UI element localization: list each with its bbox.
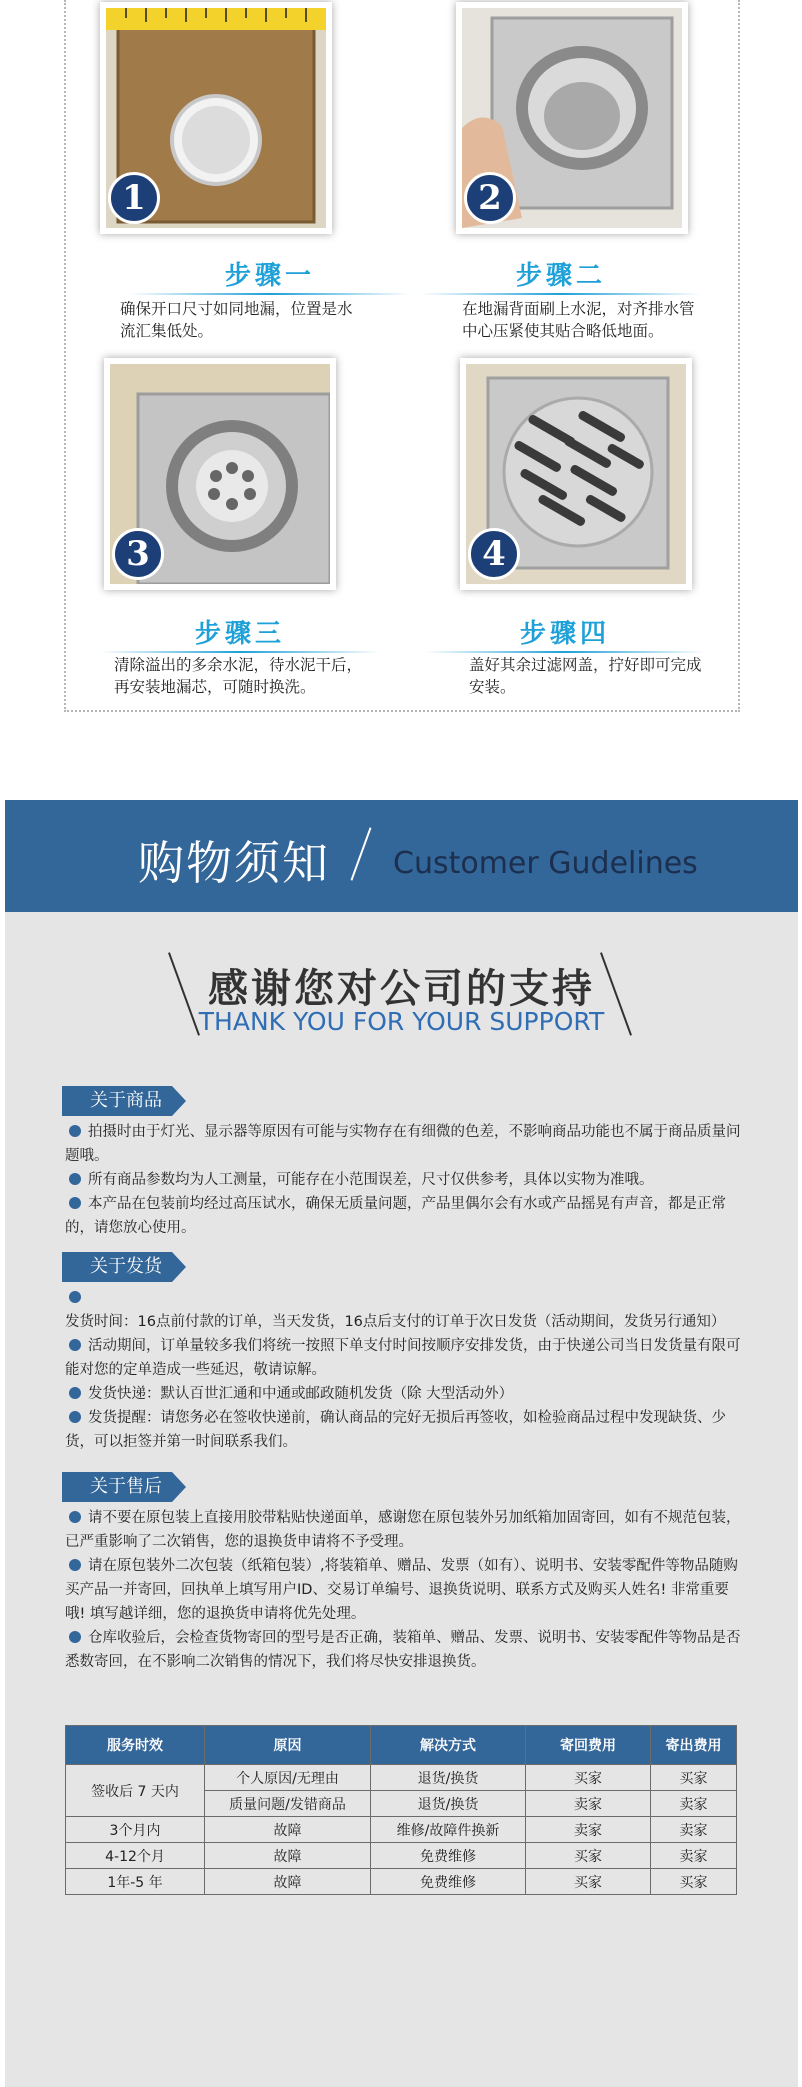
shipping-notes	[65, 1286, 745, 1454]
table-row	[66, 1765, 737, 1791]
list-item	[65, 1626, 745, 1674]
table-cell: 免费维修	[371, 1843, 526, 1869]
step-3-title: 步骤三	[194, 619, 285, 649]
bullet-icon	[69, 1291, 81, 1303]
table-cell: 买家	[651, 1765, 737, 1791]
product-notes	[65, 1120, 745, 1240]
table-cell: 故障	[205, 1817, 371, 1843]
list-item-text: 所有商品参数均为人工测量，可能存在小范围误差，尺寸仅供参考，具体以实物为准哦。	[88, 1172, 654, 1188]
table-row	[66, 1843, 737, 1869]
bullet-icon	[69, 1387, 81, 1399]
banner-title-zh: 购物须知	[138, 836, 330, 890]
step-photo-frame	[456, 2, 688, 234]
step-2-title: 步骤二	[515, 261, 606, 291]
table-header-cell: 解决方式	[371, 1726, 526, 1765]
step-4-description: 盖好其余过滤网盖，拧好即可完成安装。	[469, 656, 702, 696]
step-2-description: 在地漏背面刷上水泥，对齐排水管中心压紧使其贴合略低地面。	[462, 300, 695, 340]
step-1-number-badge: 1	[108, 172, 160, 224]
step-1-description: 确保开口尺寸如同地漏，位置是水流汇集低处。	[120, 300, 353, 340]
list-item	[65, 1120, 745, 1168]
table-cell: 免费维修	[371, 1869, 526, 1895]
table-header-cell: 原因	[205, 1726, 371, 1765]
step-4-number-badge: 4	[468, 528, 520, 580]
list-item-text: 本产品在包装前均经过高压试水，确保无质量问题，产品里偶尔会有水或产品摇晃有声音，都是正常的，请您放心使用。	[65, 1196, 726, 1236]
table-cell: 故障	[205, 1843, 371, 1869]
banner-title-en: Customer Gudelines	[393, 846, 698, 881]
step-2-underline	[421, 293, 701, 295]
guidelines-content	[5, 912, 798, 2087]
step-4-underline	[425, 651, 705, 653]
table-cell: 个人原因/无理由	[205, 1765, 371, 1791]
list-item-text: 仓库收验后，会检查货物寄回的型号是否正确，装箱单、赠品、发票、说明书、安装零配件等物品是否悉数寄回，在不影响二次销售的情况下，我们将尽快安排退换货。	[65, 1630, 741, 1670]
bullet-icon	[69, 1411, 81, 1423]
table-cell: 卖家	[651, 1791, 737, 1817]
table-row	[66, 1869, 737, 1895]
table-cell: 买家	[526, 1869, 651, 1895]
list-item	[65, 1382, 745, 1406]
banner-divider	[350, 827, 371, 880]
table-cell: 签收后 7 天内	[66, 1765, 205, 1817]
bullet-icon	[69, 1339, 81, 1351]
list-item	[65, 1506, 745, 1554]
section-tag-after-sales: 关于售后	[62, 1472, 172, 1502]
step-3-underline	[100, 651, 380, 653]
table-cell: 买家	[526, 1765, 651, 1791]
list-item	[65, 1168, 745, 1192]
table-cell: 4-12个月	[66, 1843, 205, 1869]
table-cell: 1年-5 年	[66, 1869, 205, 1895]
list-item-text: 发货快递：默认百世汇通和中通或邮政随机发货（除 大型活动外）	[88, 1386, 514, 1402]
list-item-text: 请在原包装外二次包装（纸箱包装）,将装箱单、赠品、发票（如有）、说明书、安装零配件等物品随购买产品一并寄回，回执单上填写用户ID、交易订单编号、退换货说明、联系方式及购买人姓名! 非常重要哦! 填写越详细，您的退换货申请将优先处理。	[65, 1558, 738, 1622]
step-2-number-badge: 2	[464, 172, 516, 224]
step-photo-frame	[460, 358, 692, 590]
bullet-icon	[69, 1125, 81, 1137]
list-item	[65, 1192, 745, 1240]
bullet-icon	[69, 1559, 81, 1571]
table-cell: 卖家	[526, 1791, 651, 1817]
guidelines-banner	[5, 800, 798, 912]
step-3-description: 清除溢出的多余水泥，待水泥干后，再安装地漏芯，可随时换洗。	[114, 656, 363, 696]
step-1-underline	[130, 293, 410, 295]
list-item-text: 拍摄时由于灯光、显示器等原因有可能与实物存在有细微的色差，不影响商品功能也不属于商品质量问题哦。	[65, 1124, 741, 1164]
list-item-text: 请不要在原包装上直接用胶带粘贴快递面单，感谢您在原包装外另加纸箱加固寄回，如有不规范包装，已严重影响了二次销售，您的退换货申请将不予受理。	[65, 1510, 741, 1550]
table-header-row	[66, 1726, 737, 1765]
table-cell: 买家	[526, 1843, 651, 1869]
table-cell: 退货/换货	[371, 1765, 526, 1791]
step-photo-frame	[104, 358, 336, 590]
table-cell: 故障	[205, 1869, 371, 1895]
table-cell: 退货/换货	[371, 1791, 526, 1817]
bullet-icon	[69, 1511, 81, 1523]
table-cell: 卖家	[526, 1817, 651, 1843]
table-cell: 维修/故障件换新	[371, 1817, 526, 1843]
table-cell: 买家	[651, 1869, 737, 1895]
table-cell: 3个月内	[66, 1817, 205, 1843]
table-header-cell: 服务时效	[66, 1726, 205, 1765]
step-photo-frame	[100, 2, 332, 234]
list-item	[65, 1286, 745, 1334]
table-cell: 卖家	[651, 1817, 737, 1843]
table-cell: 卖家	[651, 1843, 737, 1869]
table-header-cell: 寄出费用	[651, 1726, 737, 1765]
list-item	[65, 1554, 745, 1626]
bullet-icon	[69, 1173, 81, 1185]
after-sales-notes	[65, 1506, 745, 1674]
table-header-cell: 寄回费用	[526, 1726, 651, 1765]
list-item-text: 活动期间，订单量较多我们将统一按照下单支付时间按顺序安排发货，由于快递公司当日发货量有限可能对您的定单造成一些延迟，敬请谅解。	[65, 1338, 741, 1378]
thanks-title-en: THANK YOU FOR YOUR SUPPORT	[198, 1007, 605, 1036]
thanks-title-zh: 感谢您对公司的支持	[208, 966, 595, 1012]
step-1-title: 步骤一	[224, 261, 315, 291]
bullet-icon	[69, 1631, 81, 1643]
list-item	[65, 1406, 745, 1454]
table-cell: 质量问题/发错商品	[205, 1791, 371, 1817]
after-sales-service-table	[65, 1725, 737, 1895]
step-3-number-badge: 3	[112, 528, 164, 580]
list-item-text: 发货时间：16点前付款的订单，当天发货，16点后支付的订单于次日发货（活动期间，发货另行通知）	[65, 1314, 726, 1330]
table-row	[66, 1817, 737, 1843]
bullet-icon	[69, 1197, 81, 1209]
section-tag-product: 关于商品	[62, 1086, 172, 1116]
list-item	[65, 1334, 745, 1382]
section-tag-shipping: 关于发货	[62, 1252, 172, 1282]
step-4-title: 步骤四	[519, 619, 610, 649]
list-item-text: 发货提醒：请您务必在签收快递前，确认商品的完好无损后再签收，如检验商品过程中发现缺货、少货，可以拒签并第一时间联系我们。	[65, 1410, 726, 1450]
